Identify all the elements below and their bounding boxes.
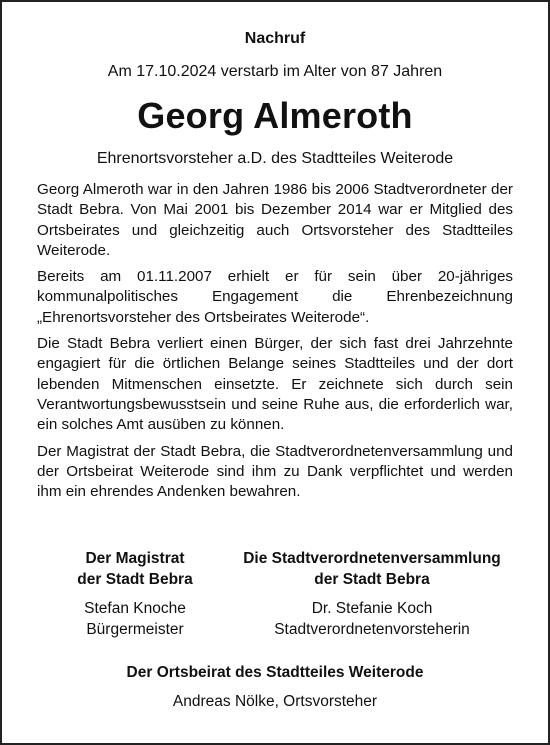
signatory-role: Bürgermeister	[86, 621, 184, 638]
signature-org-line: Die Stadtverordnetenversammlung	[243, 550, 501, 567]
paragraph-gratitude: Der Magistrat der Stadt Bebra, die Stadtverordnetenversammlung und der Ortsbeirat Weiterode sind ihm zu Dank verpflichtet und werden ihm ein ehrendes Andenken bewahren.	[37, 442, 513, 501]
paragraph-tribute: Die Stadt Bebra verliert einen Bürger, der sich fast drei Jahrzehnte engagiert für die örtlichen Belange seines Stadtteiles und der dort lebenden Mitmenschen einsetzte. Er zeichnete sich durch sein Verantwortungsbewusstsein und seine Ruhe aus, die erforderlich war, ein solches Amt ausüben zu können.	[37, 335, 513, 434]
signature-magistrat	[40, 548, 230, 640]
paragraph-career: Georg Almeroth war in den Jahren 1986 bis 2006 Stadtverordneter der Stadt Bebra. Von Mai 2001 bis Dezember 2014 war er Mitglied des Ortsbeirates und gleichzeitig auch Ortsvorsteher des Stadtteiles Weiterode.	[37, 181, 513, 259]
obituary-text	[37, 180, 513, 508]
signature-org-line: der Stadt Bebra	[77, 571, 193, 588]
signatory-name: Dr. Stefanie Koch	[311, 600, 433, 617]
signature-stadtverordnetenversammlung	[222, 548, 522, 640]
deceased-title: Ehrenortsvorsteher a.D. des Stadtteiles Weiterode	[96, 150, 454, 167]
signature-org-line: der Stadt Bebra	[314, 571, 430, 588]
signature-org-line: Der Magistrat	[85, 550, 185, 567]
signatory-name: Stefan Knoche	[84, 600, 186, 617]
deceased-name: Georg Almeroth	[137, 95, 413, 136]
signature-org-line: Der Ortsbeirat des Stadtteiles Weiterode	[126, 664, 424, 681]
notice-heading: Nachruf	[244, 30, 306, 47]
death-announcement: Am 17.10.2024 verstarb im Alter von 87 Jahren	[107, 63, 443, 80]
paragraph-honor: Bereits am 01.11.2007 erhielt er für sein über 20-jähriges kommunalpolitisches Engagement die Ehrenbezeichnung „Ehrenortsvorsteher des Ortsbeirates Weiterode“.	[37, 268, 513, 326]
signatory-role: Stadtverordnetenvorsteherin	[274, 621, 470, 638]
signatory-name-role: Andreas Nölke, Ortsvorsteher	[172, 693, 378, 710]
signature-ortsbeirat	[0, 662, 550, 712]
